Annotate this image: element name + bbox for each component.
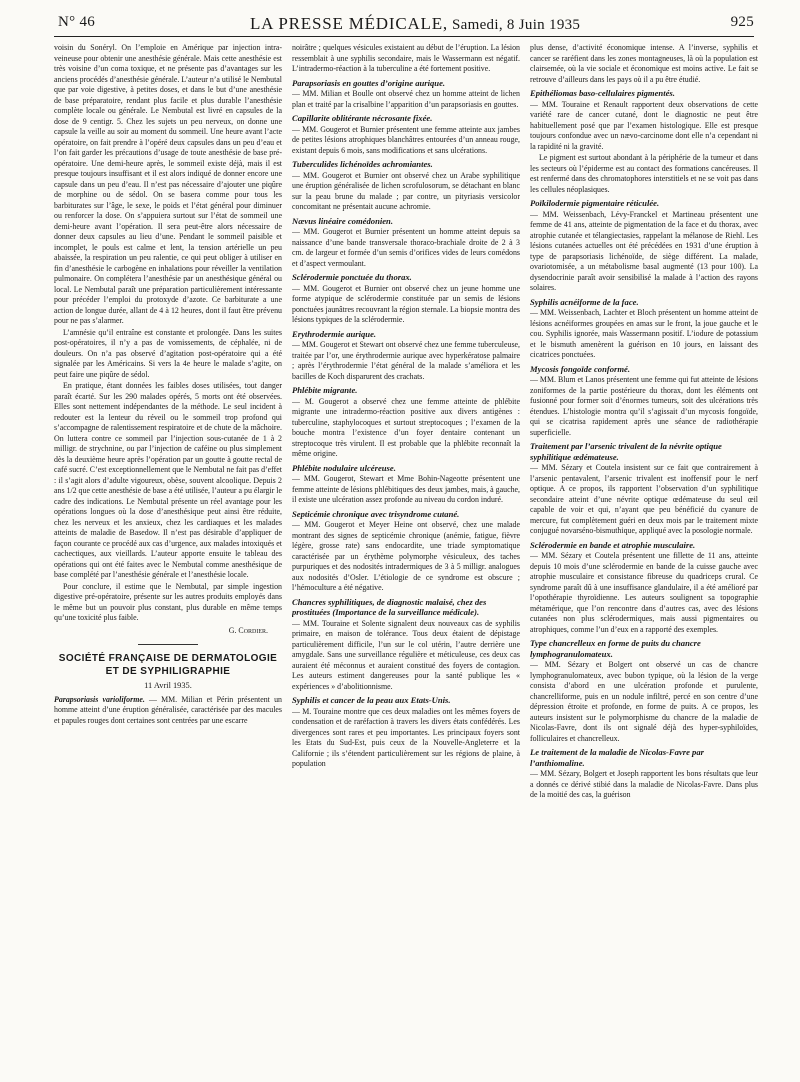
report-text: — MM. Weissenbach, Lévy-Franckel et Martineau présentent une femme de 41 ans, atteinte de pigmentation de la face et du thorax, avec atrophie cutanée et télangiectasies, rappelant la mélanose de Riehl. Les lésions cutanées actuelles ont été précédées en 1931 d’une éruption à type de parapsoriasis lichénoïde, de siège différent. La malade, ovariotomisée, a un métabolisme basal augmenté (13 pour 100). La dysendocrinie paraît avoir sensibilisé la malade à l’action des rayons solaires. xyxy=(530,209,758,292)
issue-date: Samedi, 8 Juin 1935 xyxy=(452,17,581,33)
column-2 xyxy=(292,43,520,1073)
header-rule xyxy=(54,36,754,37)
paragraph: plus dense, d’activité économique intense. A l’inverse, syphilis et cancer se raréfient dans les zones montagneuses, là où la population est clairsemée, où la vie sociale et économique est moins active. Le fait se retrouve d’ailleurs dans les pays où il a pu être étudié. xyxy=(530,43,758,84)
report-text: — MM. Gougerot et Burnier présentent un homme atteint depuis sa naissance d’une bande transversale thoraco-brachiale droite de 2 à 3 cm. de largeur et formée d’un semis d’orifices vides de leurs comédons et d’aspect vermoulant. xyxy=(292,227,520,268)
report-text: — MM. Weissenbach, Lachter et Bloch présentent un homme atteint de lésions acnéiformes groupées en amas sur le front, la joue gauche et le cou. Syphilis ignorée, mais Wassermann positif. L’iodure de potassium et le bismuth amenèrent la guérison en 10 jours, en laissant des cicatrices ponctuées. xyxy=(530,308,758,359)
report-text: — MM. Gougerot et Meyer Heine ont observé, chez une malade montrant des signes de septicémie chronique (anémie, fatigue, fièvre légère, grosse rate) sans endocardite, une triade symptomatique caractérisée par un érythème polymorphe vésiculeux, des taches purpuriques et des nodosités intradermiques de 3 à 5 milligr. analogues aux nodosités d’Osler. L’étiologie de ce syndrome est obscure ; l’hémoculture a été négative. xyxy=(292,520,520,592)
report-text: — MM. Gougerot et Burnier ont observé chez un Arabe syphilitique une éruption généralisée de lichen scrofulosorum, se détachant en blanc sur la peau brune du malade ; par contre, un pityriasis versicolor concomitant ne présentait aucune achromie. xyxy=(292,170,520,211)
section-divider xyxy=(138,644,198,645)
report-text: — MM. Sézary et Coutela présentent une fillette de 11 ans, atteinte depuis 10 mois d’une sclérodermie en bande de la cuisse gauche avec atrophie musculaire et consistance fibreuse du quadriceps crural. Ce syndrome paraît dû à une insuffisance glandulaire, il a été amélioré par l’opothérapie thyroïdienne. Les auteurs soulignent sa topographie métamérique, que l’on rencontre dans d’autres cas, avec des lésions cutanées non plus sclérodermiques, mais aussi pigmentaires ou atrophiques, comme l’un d’eux en a rapporté des exemples. xyxy=(530,551,758,634)
report-heading: Tuberculides lichénoïdes achromiantes. xyxy=(292,159,433,169)
paragraph: Pour conclure, il estime que le Nembutal, par simple ingestion digestive pré-opératoire, présente sur les autres produits employés dans le même but un pouvoir plus constant, plus durable en même temps qu’une toxicité plus faible. xyxy=(54,581,282,622)
text-columns xyxy=(54,43,758,1073)
paragraph: En pratique, étant données les faibles doses utilisées, tout danger paraît écarté. Sur les 290 malades opérés, 5 morts ont été observées. Elles sont nettement indépendantes de la méthode. Le seul incident à redouter est la lenteur du réveil ou le sommeil trop profond qui s’accompagne de ralentissement respiratoire et de chute de la mâchoire. On luttera contre ce sommeil par l’injection sous-cutanée de 1 à 2 milligr. de strychnine, ou par l’injection de caféine ou plus simplement dès la deuxième heure après l’opération par un goutte à goutte rectal de café sucré. C’est exceptionnellement que le Nembutal ne fait pas d’effet : il s’agit alors d’adulte vigoureux, obèse, souvent alcoolique. Depuis 2 ans 1/2 que cette anesthésie de base a été utilisée, l’auteur a pu élargir le cadre des indications. Le Nembutal présente un réel avantage pour les opérations longues où la dose d’anesthésique peut ainsi être réduite, chez les nerveux et les anxieux, chez les cardiaques et les malades atteints de maladie de Basedow. Il n’est pas désirable d’appliquer de façon courante ce procédé aux cas d’urgence, aux malades intoxiqués et cachectiques, aux vieillards. L’auteur apporte ensuite le tableau des opérations qui ont été faites avec le Nembutal comme anesthésique de base complété par l’anesthésie générale et l’anesthésie locale. xyxy=(54,381,282,579)
report-text: — MM. Sézary et Coutela insistent sur ce fait que contrairement à l’arsenic pentavalent, l’arsenic trivalent est inoffensif pour le nerf optique. A ce propos, ils rapportent l’observation d’un syphilitique secondaire atteint d’une névrite optique œdémateuse du seul œil capable de voir et qui, n’ayant que peu bénéficié du cyanure de mercure, fut complètement guéri en deux mois par le traitement mixte conjugué novarséno-bismuthique, appliqué avec la posologie normale. xyxy=(530,463,758,535)
report-text: — MM. Milian et Périn présentent un homme atteint d’une éruption généralisée, caractérisée par des macules et papules rouges dont certaines sont centrées par une escarre xyxy=(54,694,282,725)
report-text: — MM. Touraine et Solente signalent deux nouveaux cas de syphilis primaire, en maison de tolérance. Tous deux étaient de dépistage particulièrement difficile, l’un sur le col utérin, l’autre derrière une amygdale. Sans une surveillance régulière et méticuleuse, ces deux cas auraient été méconnus et auraient constitué des foyers de contagion. Les auteurs estiment dangereuses pour la santé publique les « expériences » d’abolitionnisme. xyxy=(292,618,520,691)
page-number: 925 xyxy=(730,14,754,30)
report-heading: Erythrodermie aurique. xyxy=(292,328,377,339)
report-heading: Nævus linéaire comédonien. xyxy=(292,215,393,226)
report-text: — M. Gougerot a observé chez une femme atteinte de phlébite migrante une intradermo-réaction positive aux divers antigènes : tuberculine, staphylocoques et surtout streptocoques ; l’examen de la bouche montra l’existence d’un foyer dentaire contenant un streptocoque très virulent. Il est probable que la phlébite reconnaît la même origine. xyxy=(292,396,520,458)
society-title-line-1: SOCIÉTÉ FRANÇAISE DE DERMATOLOGIE xyxy=(58,653,278,664)
journal-title xyxy=(250,14,580,34)
society-title-line-2: ET DE SYPHILIGRAPHIE xyxy=(105,665,231,677)
report-heading: Le traitement de la maladie de Nicolas-Favre par l’anthiomaline. xyxy=(530,747,704,768)
signature: G. Cordier. xyxy=(228,625,268,635)
report-text: — MM. Milian et Boulle ont observé chez un homme atteint de lichen plan et traité par la crisalbine l’apparition d’un parapsoriasis en gouttes. xyxy=(292,89,520,109)
report-heading: Septicémie chronique avec trisyndrome cutané. xyxy=(292,508,460,519)
report-entry xyxy=(54,695,282,727)
report-heading: Phlébite migrante. xyxy=(292,385,358,395)
column-3 xyxy=(530,43,758,1073)
paragraph: voisin du Sonéryl. On l’emploie en Amérique par injection intra-veineuse pour obtenir une anesthésie générale. Mais cette anesthésie est très voisine d’un coma toxique, et ne présente pas d’avantages sur les anciens procédés d’anesthésie générale. L’auteur n’a utilisé le Nembutal que par voie digestive, à petites doses, et dans le but d’une anesthésie de base préparatoire, rendant plus facile et plus durable l’anesthésie complète locale ou générale. Le Nembutal est livré en capsules de la dose de 9 centigr. 5. Chez les sujets un peu nerveux, on donne une capsule la veille au soir au moment du sommeil. Une heure avant l’acte opératoire, on fait prendre à l’opéré deux capsules dans un peu d’eau et l’on fait garder les précautions d’usage de toute anesthésie de base pré-opératoire. Une demi-heure après, le sommeil existe déjà, mais il est presque toujours insuffisant et il est alors indiqué de donner encore une capsule dans un peu d’eau. Il n’est pas nécessaire d’ajouter une piqûre de morphine ou de sédol. On se basera comme pour tous les barbiturates sur l’âge, le sexe, le poids et l’état général pour diminuer ou renforcer la dose. On s’appuiera surtout sur l’état de sommeil une demi-heure avant l’opération. Il sera peut-être alors nécessaire de donner deux capsules au lieu d’une. Pendant le sommeil paisible et incomplet, le pouls est calme et lent, la tension artérielle un peu abaissée, la respiration un peu ralentie, ce qui peut obliger à utiliser en fin d’anesthésie le carbogène en inhalations pour réveiller la ventilation pulmonaire. On complétera l’anesthésie par un anesthésique général ou local. Le Nembutal paraît une préparation particulièrement intéressante pour précéder l’emploi du protoxyde d’azote. Ce barbiturate a une action de longue durée, allant de 4 à 12 heures, dont il faut être prévenu pour ne pas s’alarmer. xyxy=(54,43,282,325)
session-date: 11 Avril 1935. xyxy=(144,681,192,690)
report-heading: Syphilis et cancer de la peau aux Etats-Unis. xyxy=(292,695,451,705)
report-text: — M. Touraine montre que ces deux maladies ont les mêmes foyers de condensation et de raréfaction à travers les divers états confédérés. Les divergences sont rares et peu importantes. Les principaux foyers sont les Etats du Sud-Est, puis ceux de la Nouvelle-Angleterre et la Californie ; ils s’étendent particulièrement sur les régions de plaine, à population xyxy=(292,706,520,768)
report-heading: Sclérodermie en bande et atrophie musculaire. xyxy=(530,539,696,550)
report-heading: Capillarite oblitérante nécrosante fixée. xyxy=(292,113,433,123)
column-1 xyxy=(54,43,282,1073)
paragraph: L’amnésie qu’il entraîne est constante et prolongée. Dans les suites post-opératoires, il n’y a pas de vomissements, de céphalée, ni de douleurs. On n’a pas observé d’agitation post-opératoire qui a été signalée par les Américains. Si vers la 4e heure le malade s’agite, on peut faire une piqûre de sédol. xyxy=(54,327,282,379)
report-heading: Syphilis acnéiforme de la face. xyxy=(530,296,639,307)
report-heading: Epithéliomas baso-cellulaires pigmentés. xyxy=(530,88,675,98)
report-heading: Sclérodermie ponctuée du thorax. xyxy=(292,272,412,282)
report-text: — MM. Sézary, Bolgert et Joseph rapportent les bons résultats que leur a donnés ce dérivé stibié dans la maladie de Nicolas-Favre. Dans plus de la moitié des cas, la guérison xyxy=(530,769,758,799)
report-heading: Type chancrelleux en forme de puits du chancre lymphogranulomateux. xyxy=(530,638,701,659)
page-header xyxy=(54,12,754,36)
journal-name: LA PRESSE MÉDICALE, xyxy=(250,14,448,33)
report-heading: Parapsoriasis en gouttes d’origine aurique. xyxy=(292,77,446,88)
report-text: — MM. Gougerot et Stewart ont observé chez une femme tuberculeuse, traitée par l’or, une érythrodermie aurique avec hyperkératose palmaire ; après l’érythrodermie l’état général de la malade s’améliora et les bacilles de Koch disparurent des crachats. xyxy=(292,340,520,381)
report-heading: Mycosis fongoïde conformé. xyxy=(530,363,631,374)
paragraph: noirâtre ; quelques vésicules existaient au début de l’éruption. La lésion ressemblait à une syphilis secondaire, mais le Wassermann est négatif. L’intradermo-réaction à la tuberculine a été fortement positive. xyxy=(292,43,520,73)
report-text: — MM. Gougerot, Stewart et Mme Bohin-Nageotte présentent une femme atteinte de lésions phlébitiques des deux jambes, mais, à gauche, il existe une ulcération assez profonde au niveau du cordon induré. xyxy=(292,474,520,504)
report-text: — MM. Sézary et Bolgert ont observé un cas de chancre lymphogranulomateux, avec bubon typique, où la lésion de la verge consista d’abord en une ulcération profonde et purulente, chancrelliforme, puis en un nodule infiltré, percé en son centre d’une dépression étroite et profonde, en forme de puits. A ce propos, les auteurs insistent sur le polymorphisme du chancre de la maladie de Nicolas-Favre, dont ils ont signalé déjà des hyper-syphiloïdes, folliculaires et chancrelleux. xyxy=(530,660,758,743)
report-text: — MM. Gougerot et Burnier ont observé chez un jeune homme une forme atypique de sclérodermie constituée par un semis de lésions ponctuées jaunâtres recouvrant la région sternale. La biopsie montra des lésions typiques de la sclérodermie. xyxy=(292,283,520,324)
report-heading: Parapsoriasis varioliforme. xyxy=(54,694,145,704)
report-heading: Traitement par l’arsenic trivalent de la névrite optique syphilitique œdémateuse. xyxy=(530,441,722,462)
report-heading: Phlébite nodulaire ulcéreuse. xyxy=(292,462,396,473)
report-heading: Poïkilodermie pigmentaire réticulée. xyxy=(530,198,660,208)
issue-number: N° 46 xyxy=(58,14,96,30)
society-title xyxy=(54,653,282,678)
report-text: — MM. Touraine et Renault rapportent deux observations de cette variété rare de cancer cutané, dont le diagnostic ne peut être habituellement posé que par l’examen histologique. Elle est presque toujours confondue avec un nævo-carcinome dont elle n’a cependant ni la rapidité ni la gravité. xyxy=(530,99,758,151)
report-heading: Chancres syphilitiques, de diagnostic malaisé, chez des prostituées (Importance de la surveillance médicale). xyxy=(292,596,487,617)
report-text: — MM. Gougerot et Burnier présentent une femme atteinte aux jambes de petites lésions atrophiques blanchâtres entourées d’un anneau rouge, existant depuis 6 mois, sans modifications et sans ulcérations. xyxy=(292,124,520,155)
paragraph: Le pigment est surtout abondant à la périphérie de la tumeur et dans les secteurs où l’épiderme est au contact des formations cancéreuses. Il est renfermé dans des chromatophores interstitiels et ne se voit pas dans les cellules néoplasiques. xyxy=(530,153,758,194)
report-text: — MM. Blum et Lanos présentent une femme qui fut atteinte de lésions zoniformes de la partie postérieure du thorax, dont les éléments ont fusionné pour former soit d’énormes tumeurs, soit des ulcérations très étendues. L’histologie montra qu’il s’agissait d’un mycosis fongoïde, qui se cicatrisa rapidement après une séance de radiothérapie superficielle. xyxy=(530,375,758,437)
